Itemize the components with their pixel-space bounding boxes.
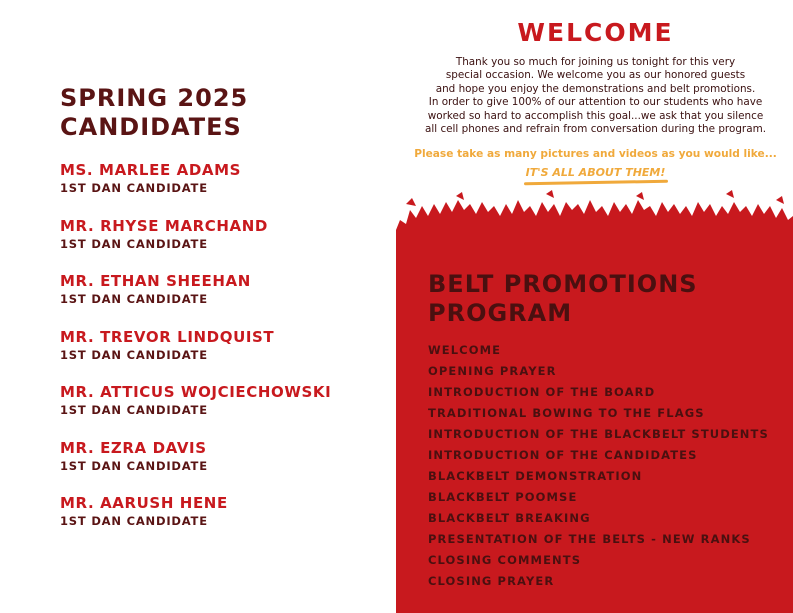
candidate-item bbox=[60, 273, 390, 329]
candidate-rank: 1ST DAN CANDIDATE bbox=[60, 292, 208, 306]
candidate-rank: 1ST DAN CANDIDATE bbox=[60, 181, 208, 195]
candidates-title: SPRING 2025 CANDIDATES bbox=[60, 84, 249, 141]
program-item: PRESENTATION OF THE BELTS - NEW RANKS bbox=[428, 532, 751, 546]
candidate-rank: 1ST DAN CANDIDATE bbox=[60, 347, 208, 362]
program-list bbox=[428, 340, 788, 592]
tagline bbox=[526, 166, 666, 184]
candidate-name: MS. MARLEE ADAMS bbox=[60, 161, 242, 179]
program-item: BLACKBELT DEMONSTRATION bbox=[428, 469, 643, 483]
candidate-name: MR. RHYSE MARCHAND bbox=[60, 216, 268, 235]
program-item: INTRODUCTION OF THE CANDIDATES bbox=[428, 448, 698, 462]
program-item: CLOSING PRAYER bbox=[428, 574, 555, 588]
candidate-item bbox=[60, 440, 390, 496]
program-item: TRADITIONAL BOWING TO THE FLAGS bbox=[428, 406, 705, 420]
program-section bbox=[428, 270, 788, 592]
candidate-rank: 1ST DAN CANDIDATE bbox=[60, 236, 208, 251]
tagline-text: IT'S ALL ABOUT THEM! bbox=[525, 166, 666, 180]
program-item: WELCOME bbox=[428, 343, 502, 357]
candidates-section bbox=[60, 84, 390, 551]
program-item: OPENING PRAYER bbox=[428, 364, 557, 378]
candidate-rank: 1ST DAN CANDIDATE bbox=[60, 403, 208, 417]
candidate-item bbox=[60, 329, 390, 385]
welcome-section bbox=[408, 18, 783, 184]
candidate-name: MR. EZRA DAVIS bbox=[60, 438, 207, 457]
program-item: BLACKBELT POOMSE bbox=[428, 490, 578, 504]
candidate-item bbox=[60, 495, 390, 551]
candidate-name: MR. ETHAN SHEEHAN bbox=[60, 272, 251, 290]
program-item: BLACKBELT BREAKING bbox=[428, 511, 591, 525]
welcome-message: Thank you so much for joining us tonight for this very special occasion. We welcome you as our honored guests and hope you enjoy the demonstrations and belt promotions. In order to give 100% of our attention to our students who have worked so hard to accomplish this goal...we ask that you silence all cell phones and refrain from conversation during the program. bbox=[425, 56, 766, 136]
program-item: CLOSING COMMENTS bbox=[428, 553, 582, 567]
program-title: BELT PROMOTIONS PROGRAM bbox=[428, 270, 698, 327]
candidate-item bbox=[60, 384, 390, 440]
brush-underline bbox=[524, 180, 668, 186]
program-item: INTRODUCTION OF THE BOARD bbox=[428, 385, 656, 399]
candidate-rank: 1ST DAN CANDIDATE bbox=[60, 458, 208, 473]
candidate-item bbox=[60, 162, 390, 218]
pictures-note: Please take as many pictures and videos as you would like... bbox=[414, 148, 777, 161]
candidates-list bbox=[60, 162, 390, 551]
candidate-name: MR. ATTICUS WOJCIECHOWSKI bbox=[60, 383, 332, 401]
candidate-rank: 1ST DAN CANDIDATE bbox=[60, 514, 208, 528]
candidate-item bbox=[60, 218, 390, 274]
candidate-name: MR. AARUSH HENE bbox=[60, 494, 228, 512]
program-item: INTRODUCTION OF THE BLACKBELT STUDENTS bbox=[428, 427, 769, 441]
candidate-name: MR. TREVOR LINDQUIST bbox=[60, 327, 275, 346]
welcome-title: WELCOME bbox=[517, 18, 674, 47]
